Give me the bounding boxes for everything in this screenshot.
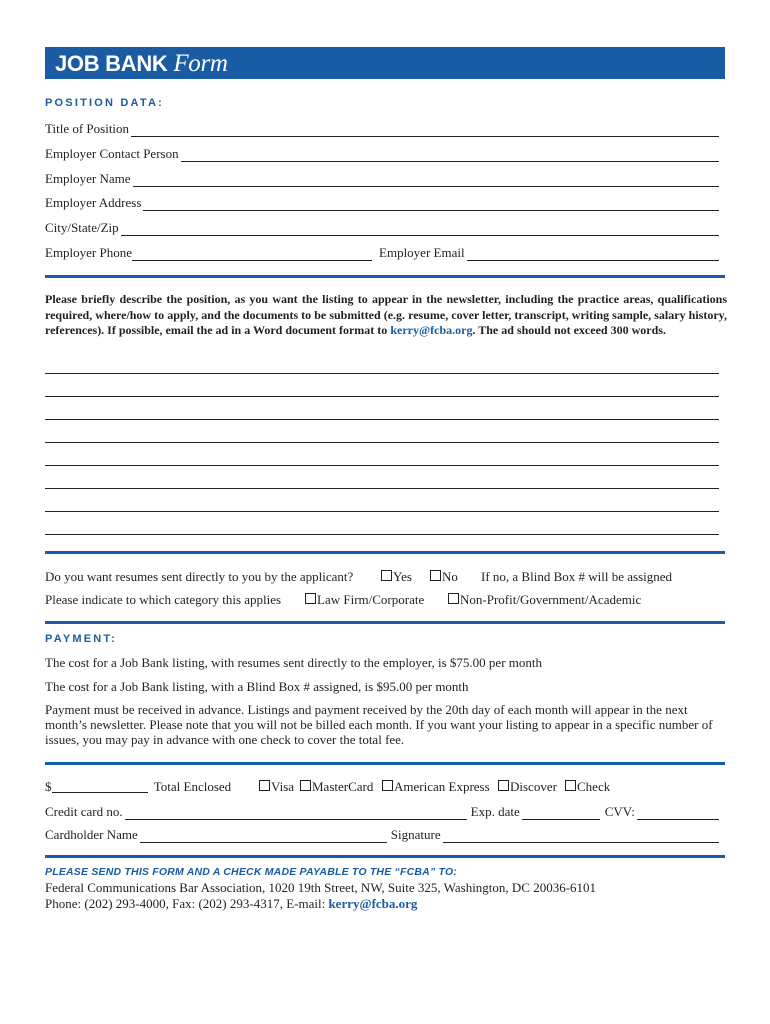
employer-phone-label: Employer Phone	[45, 245, 133, 260]
phone-email-row	[45, 243, 719, 261]
yes-label: Yes	[393, 569, 412, 584]
payment-heading: PAYMENT:	[45, 633, 117, 645]
credit-card-row	[45, 802, 719, 820]
cvv-label: CVV:	[604, 804, 635, 819]
check-checkbox[interactable]	[565, 780, 576, 791]
city-state-zip-field[interactable]	[121, 223, 719, 236]
discover-checkbox[interactable]	[498, 780, 509, 791]
description-line[interactable]	[45, 442, 719, 443]
cvv-field[interactable]	[637, 807, 719, 820]
description-line[interactable]	[45, 396, 719, 397]
check-label: Check	[577, 779, 611, 794]
total-enclosed-row	[45, 779, 231, 795]
description-instructions-end: . The ad should not exceed 300 words.	[472, 323, 666, 337]
title-of-position-label: Title of Position	[45, 121, 130, 136]
mastercard-label: MasterCard	[312, 779, 374, 794]
contact-person-field[interactable]	[181, 149, 719, 162]
check-option[interactable]	[565, 779, 610, 795]
amex-label: American Express	[394, 779, 490, 794]
position-data-heading: POSITION DATA:	[45, 97, 164, 109]
employer-address-field[interactable]	[143, 198, 719, 211]
employer-name-label: Employer Name	[45, 171, 131, 186]
resumes-yes-option[interactable]	[381, 569, 412, 585]
visa-label: Visa	[271, 779, 295, 794]
description-line[interactable]	[45, 534, 719, 535]
employer-phone-field[interactable]	[132, 248, 372, 261]
cardholder-row	[45, 825, 719, 843]
visa-option[interactable]	[259, 779, 294, 795]
discover-option[interactable]	[498, 779, 557, 795]
cardholder-label: Cardholder Name	[45, 827, 138, 842]
contact-person-row	[45, 144, 719, 162]
mastercard-checkbox[interactable]	[300, 780, 311, 791]
signature-field[interactable]	[443, 830, 719, 843]
cost-direct-text: The cost for a Job Bank listing, with resumes sent directly to the employer, is $75.00 per month	[45, 655, 543, 670]
amex-option[interactable]	[382, 779, 490, 795]
total-enclosed-label: Total Enclosed	[153, 779, 232, 794]
phone-fax-text: Phone: (202) 293-4000, Fax: (202) 293-4317, E-mail:	[45, 896, 329, 911]
law-firm-label: Law Firm/Corporate	[317, 592, 425, 607]
description-line[interactable]	[45, 373, 719, 374]
mastercard-option[interactable]	[300, 779, 373, 795]
title-of-position-row	[45, 119, 719, 137]
section-divider	[45, 855, 725, 858]
contact-person-label: Employer Contact Person	[45, 146, 179, 161]
no-checkbox[interactable]	[430, 570, 441, 581]
yes-checkbox[interactable]	[381, 570, 392, 581]
footer-email-link[interactable]: kerry@fcba.org	[328, 896, 418, 911]
description-line[interactable]	[45, 488, 719, 489]
description-line[interactable]	[45, 419, 719, 420]
title-of-position-field[interactable]	[131, 124, 719, 137]
section-divider	[45, 551, 725, 554]
amex-checkbox[interactable]	[382, 780, 393, 791]
no-label: No	[442, 569, 458, 584]
exp-date-field[interactable]	[522, 807, 600, 820]
employer-address-label: Employer Address	[45, 195, 142, 210]
category-question: Please indicate to which category this applies	[45, 592, 282, 607]
employer-address-row	[45, 193, 719, 211]
total-amount-field[interactable]	[52, 780, 148, 793]
law-firm-option[interactable]	[305, 592, 424, 608]
advance-payment-note: Payment must be received in advance. Listings and payment received by the 20th day of each month will appear in the next month’s newsletter. Please note that you will not be billed each month. If you want your listing to appear in a specific number of issues, you may pay in advance with one check to cover the total fee.	[45, 702, 713, 747]
law-firm-checkbox[interactable]	[305, 593, 316, 604]
form-header-banner	[45, 47, 725, 79]
dollar-sign: $	[45, 779, 52, 794]
description-instructions-text: Please briefly describe the position, as you want the listing to appear in the newsletter, including the practice areas, qualifications required, where/how to apply, and the documents to be submitted (e.g. resume, cover letter, transcript, writing sample, salary history, references). If possible, email the ad in a Word document format to	[45, 292, 727, 337]
send-form-heading: PLEASE SEND THIS FORM AND A CHECK MADE PAYABLE TO THE “FCBA” TO:	[45, 866, 458, 878]
employer-name-field[interactable]	[133, 174, 719, 187]
section-divider	[45, 762, 725, 765]
card-number-field[interactable]	[125, 807, 467, 820]
section-divider	[45, 275, 725, 278]
non-profit-checkbox[interactable]	[448, 593, 459, 604]
cost-blind-box-text: The cost for a Job Bank listing, with a Blind Box # assigned, is $95.00 per month	[45, 679, 469, 694]
resumes-question: Do you want resumes sent directly to you by the applicant?	[45, 569, 354, 584]
employer-email-label: Employer Email	[379, 245, 465, 260]
description-email-link[interactable]: kerry@fcba.org	[390, 323, 473, 337]
discover-label: Discover	[510, 779, 557, 794]
signature-label: Signature	[390, 827, 441, 842]
non-profit-label: Non-Profit/Government/Academic	[460, 592, 642, 607]
employer-name-row	[45, 169, 719, 187]
resumes-no-option[interactable]	[430, 569, 458, 585]
city-state-zip-row	[45, 218, 719, 236]
form-title-italic: Form	[173, 50, 228, 77]
exp-date-label: Exp. date	[470, 804, 520, 819]
city-state-zip-label: City/State/Zip	[45, 220, 119, 235]
fcba-address: Federal Communications Bar Association, 1020 19th Street, NW, Suite 325, Washington, DC 20036-6101	[45, 880, 597, 895]
description-line[interactable]	[45, 465, 719, 466]
description-instructions	[45, 292, 727, 339]
blind-box-note: If no, a Blind Box # will be assigned	[481, 569, 673, 584]
card-number-label: Credit card no.	[45, 804, 123, 819]
cardholder-field[interactable]	[140, 830, 387, 843]
fcba-contact-line	[45, 896, 417, 912]
form-title	[55, 50, 228, 78]
section-divider	[45, 621, 725, 624]
form-title-bold: JOB BANK	[55, 51, 168, 76]
employer-email-field[interactable]	[467, 248, 719, 261]
visa-checkbox[interactable]	[259, 780, 270, 791]
non-profit-option[interactable]	[448, 592, 641, 608]
description-line[interactable]	[45, 511, 719, 512]
